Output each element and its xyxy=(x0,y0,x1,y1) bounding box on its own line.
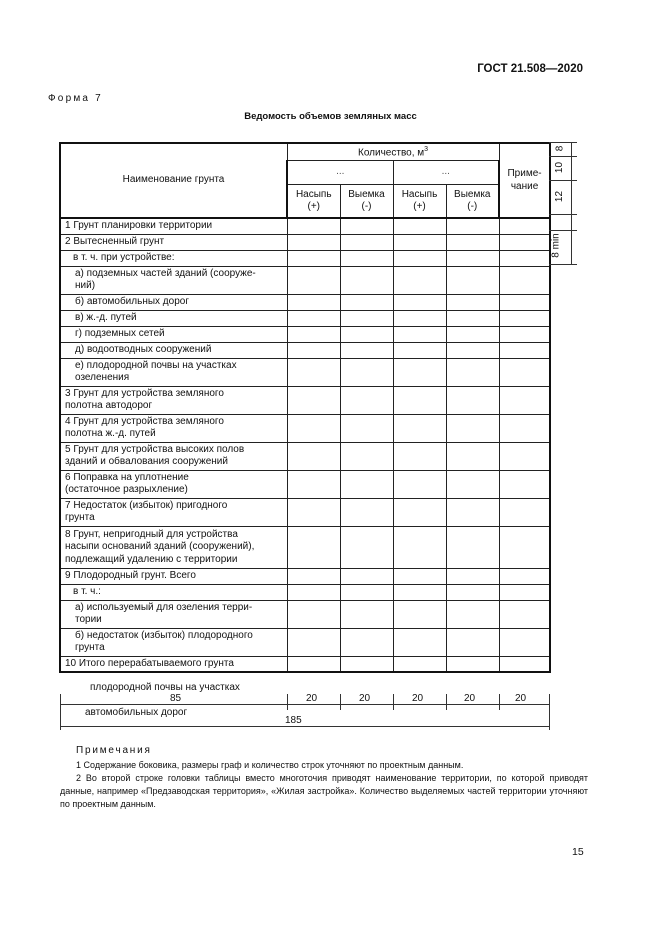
dimension-20: 20 xyxy=(412,693,424,704)
table-row: а) подземных частей зданий (сооруже- ний) xyxy=(60,266,287,294)
table-row: а) используемый для озеления терри- тории xyxy=(60,600,287,628)
dimension-tick xyxy=(549,142,577,143)
earthwork-table xyxy=(59,142,551,673)
dimension-tick xyxy=(340,694,341,710)
table-row: 1 Грунт планировки территории xyxy=(60,218,287,234)
dimension-20: 20 xyxy=(306,693,318,704)
table-row: 10 Итого перерабатываемого грунта xyxy=(60,656,287,672)
table-row: в т. ч.: xyxy=(60,584,287,600)
form-label: Форма 7 xyxy=(48,93,103,104)
header-quantity: Количество, $м^3$ xyxy=(287,143,499,160)
dimension-20: 20 xyxy=(464,693,476,704)
dimension-10: 10 xyxy=(554,161,566,174)
table-row: г) подземных сетей xyxy=(60,326,287,342)
dimension-line-columns xyxy=(60,704,549,705)
table-row: 8 Грунт, непригодный для устройства насыпи оснований зданий (сооружений), подлежащий удалению с территории xyxy=(60,526,287,568)
dimension-tick xyxy=(549,180,577,181)
table-row: 7 Недостаток (избыток) пригодного грунта xyxy=(60,498,287,526)
overlay-text-2: автомобильных дорог xyxy=(85,707,188,718)
table-row: б) автомобильных дорог xyxy=(60,294,287,310)
header-territory-1: ... xyxy=(287,160,393,184)
table-row: в т. ч. при устройстве: xyxy=(60,250,287,266)
dimension-20: 20 xyxy=(515,693,527,704)
overlay-text-1: плодородной почвы на участках xyxy=(90,682,240,693)
dimension-185: 185 xyxy=(285,715,302,726)
header-cut-1: Выемка (-) xyxy=(340,184,393,218)
dimension-tick xyxy=(60,694,61,730)
dimension-line-total xyxy=(60,726,549,727)
dimension-20: 20 xyxy=(359,693,371,704)
table-row: е) плодородной почвы на участках озеленения xyxy=(60,358,287,386)
table-row: д) водоотводных сооружений xyxy=(60,342,287,358)
note-2: 2 Во второй строке головки таблицы вместо многоточия приводят наименование территории, по которой приводят данные, например «Предзаводская территория», «Жилая застройка». Количество выделяемых частей территории уточняют по проектным данным. xyxy=(60,773,588,809)
table-title: Ведомость объемов земляных масс xyxy=(244,111,417,122)
dimension-tick xyxy=(549,156,577,157)
header-note: Приме- чание xyxy=(499,143,550,218)
dimension-tick xyxy=(393,694,394,710)
table-row: 2 Вытесненный грунт xyxy=(60,234,287,250)
header-territory-2: ... xyxy=(393,160,499,184)
dimension-8-min: 8 min xyxy=(550,233,562,258)
table-row: 5 Грунт для устройства высоких полов зданий и обвалования сооружений xyxy=(60,442,287,470)
notes-heading: Примечания xyxy=(76,745,152,756)
header-soil-name: Наименование грунта xyxy=(60,143,287,218)
dimension-85: 85 xyxy=(170,693,182,704)
dimension-tick xyxy=(446,694,447,710)
standard-code: ГОСТ 21.508—2020 xyxy=(477,63,583,75)
dimension-8: 8 xyxy=(554,145,566,152)
header-cut-2: Выемка (-) xyxy=(446,184,499,218)
table-row: 3 Грунт для устройства земляного полотна автодорог xyxy=(60,386,287,414)
dimension-12: 12 xyxy=(554,190,566,203)
table-row: 9 Плодородный грунт. Всего xyxy=(60,568,287,584)
dimension-tick xyxy=(549,694,550,730)
dimension-tick xyxy=(287,694,288,710)
table-row: б) недостаток (избыток) плодородного грунта xyxy=(60,628,287,656)
dimension-tick xyxy=(549,230,577,231)
dimension-tick xyxy=(499,694,500,710)
page-number: 15 xyxy=(572,846,584,858)
header-fill-1: Насыпь (+) xyxy=(287,184,340,218)
note-1: 1 Содержание боковика, размеры граф и количество строк уточняют по проектным данным. xyxy=(76,760,464,770)
table-row: 4 Грунт для устройства земляного полотна ж.-д. путей xyxy=(60,414,287,442)
dimension-line-vertical xyxy=(571,142,572,264)
table-row: 6 Поправка на уплотнение (остаточное разрыхление) xyxy=(60,470,287,498)
header-fill-2: Насыпь (+) xyxy=(393,184,446,218)
dimension-tick xyxy=(549,264,577,265)
dimension-tick xyxy=(549,214,577,215)
table-row: в) ж.-д. путей xyxy=(60,310,287,326)
